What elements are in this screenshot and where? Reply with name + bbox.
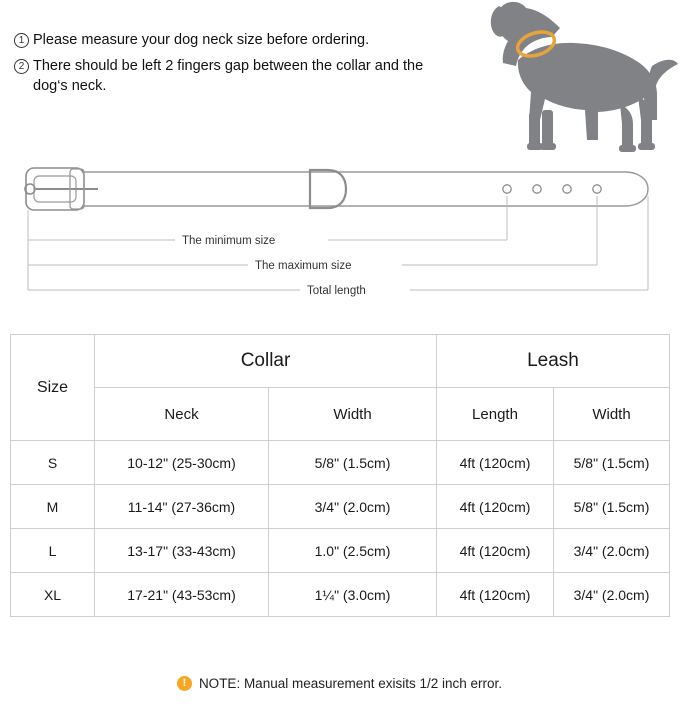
note-text: NOTE: Manual measurement exisits 1/2 inch error. [198,676,503,691]
dog-silhouette-icon [452,0,679,160]
dog-illustration [452,0,679,160]
table-header-sub-row [11,388,670,441]
table-row [11,441,670,485]
cell-collar-neck: 13-17" (33-43cm) [95,529,269,573]
cell-leash-width: 3/4" (2.0cm) [554,529,670,573]
table-header-group-row [11,335,670,388]
header-collar: Collar [95,335,437,388]
cell-size: L [11,529,95,573]
cell-size: XL [11,573,95,617]
cell-leash-width: 5/8" (1.5cm) [554,441,670,485]
instruction-number-icon: 1 [14,33,29,48]
header-collar-neck: Neck [95,388,269,441]
cell-collar-width: 3/4" (2.0cm) [269,485,437,529]
cell-leash-length: 4ft (120cm) [437,485,554,529]
header-collar-width: Width [269,388,437,441]
table-row [11,485,670,529]
dimension-label-minimum: The minimum size [182,235,276,247]
cell-size: S [11,441,95,485]
cell-collar-neck: 11-14" (27-36cm) [95,485,269,529]
instruction-text: There should be left 2 fingers gap between the collar and the dog‘s neck. [33,58,424,94]
header-leash-width: Width [554,388,670,441]
collar-diagram [10,152,670,302]
collar-measurement-svg [10,152,670,302]
cell-collar-width: 5/8" (1.5cm) [269,441,437,485]
instruction-item [14,30,454,50]
instructions-block [14,30,454,102]
note-row [0,676,679,691]
cell-leash-width: 3/4" (2.0cm) [554,573,670,617]
instruction-item [14,56,454,96]
cell-leash-length: 4ft (120cm) [437,441,554,485]
table-row [11,529,670,573]
cell-leash-length: 4ft (120cm) [437,529,554,573]
header-leash-length: Length [437,388,554,441]
cell-collar-width: 1.0" (2.5cm) [269,529,437,573]
warning-icon: ! [177,676,192,691]
cell-leash-width: 5/8" (1.5cm) [554,485,670,529]
instruction-text: Please measure your dog neck size before ordering. [33,32,370,48]
cell-collar-neck: 17-21" (43-53cm) [95,573,269,617]
dimension-label-maximum: The maximum size [255,260,352,272]
header-size: Size [11,335,95,441]
cell-leash-length: 4ft (120cm) [437,573,554,617]
cell-collar-width: 1¼" (3.0cm) [269,573,437,617]
cell-size: M [11,485,95,529]
dimension-label-total: Total length [307,285,366,297]
size-chart-table [10,334,669,617]
cell-collar-neck: 10-12" (25-30cm) [95,441,269,485]
instruction-number-icon: 2 [14,59,29,74]
header-leash: Leash [437,335,670,388]
table-row [11,573,670,617]
